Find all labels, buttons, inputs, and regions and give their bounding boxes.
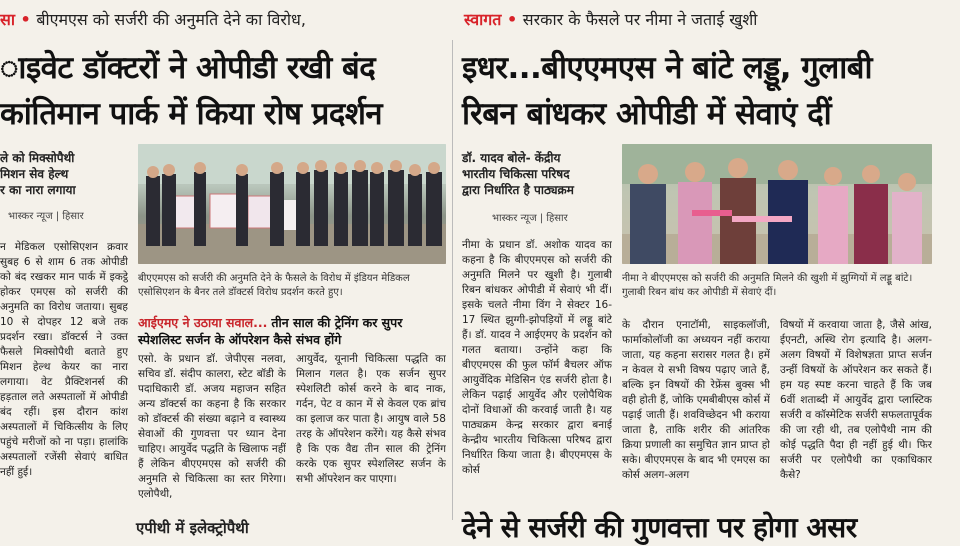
right-kicker <box>464 8 757 30</box>
left-headline-line1: ाइवेट डॉक्टरों ने ओपीडी रखी बंद <box>0 50 376 86</box>
right-headline-line1: इधर...बीएएमएस ने बांटे लड्डू, गुलाबी <box>462 50 873 86</box>
left-kicker-tag: सा <box>0 10 15 29</box>
right-byline: भास्कर न्यूज | हिसार <box>492 213 568 224</box>
left-photo-caption: बीएएमएस को सर्जरी की अनुमति देने के फैसले के विरोध में इंडियन मेडिकल एसोसिएशन के बैनर तले डॉक्टर्स विरोध प्रदर्शन करते हुए। <box>138 273 410 298</box>
ima-question <box>138 314 448 348</box>
right-headline-line2: रिबन बांधकर ओपीडी में सेवाएं दीं <box>462 96 832 132</box>
left-sub-line: मिशन सेव हेल्थ <box>0 167 69 181</box>
left-byline: भास्कर न्यूज | हिसार <box>8 211 84 222</box>
right-sub-line: डॉ. यादव बोले- केंद्रीय <box>462 151 561 165</box>
left-sub-line: र का नारा लगाया <box>0 183 76 197</box>
right-sub-line: भारतीय चिकित्सा परिषद <box>462 167 570 181</box>
protest-photo-illustration <box>138 144 446 264</box>
left-column-1: न मेडिकल एसोसिएशन क्रवार सुबह 6 से शाम 6 तक ओपीडी को बंद रखकर मान पार्क में इकट्ठे होकर एमएस को सर्जरी की अनुमति का विरोध जताया। सुबह 10 से दोपहर 12 बजे तक प्रदर्शन रखा। डॉक्टर्स ने उक्त फैसले मिक्सोपैथी बताते हुए मिशन हेल्थ केयर का नारा लगाया। वेट प्रैक्टिशनर्स की हड़ताल लते अस्पतालों में ओपीडी बंद रहीं। इस दौरान कांश अस्पतालों में चिकित्सीय के लिए पहुंचे मरीजों को ना पड़ा। हालांकि अस्पतालों रजेंसी सेवाएं बाधित नहीं हुई। <box>0 241 128 478</box>
bottom-left-heading: एपीथी में इलेक्ट्रोपैथी <box>136 519 249 537</box>
left-headline-line2: कांतिमान पार्क में किया रोष प्रदर्शन <box>0 96 383 132</box>
left-kicker-bullet: • <box>20 10 31 29</box>
left-kicker <box>0 8 306 30</box>
ima-question-bold: तीन साल की ट्रेनिंग कर सुपर स्पेशलिस्ट सर्जन के ऑपरेशन कैसे संभव होंगे <box>138 315 403 347</box>
protest-photo <box>138 144 446 264</box>
celebration-photo-illustration <box>622 144 932 264</box>
right-column-2: के दौरान एनाटॉमी, साइकलॉजी, फार्माकोलॉजी का अध्ययन नहीं कराया जाता, यह कहना सरासर गलत है। हमें न केवल ये सभी विषय पढ़ाए जाते हैं, बल्कि इन विषयों की रेफ्रेंस बुक्स भी वही होती हैं, जोकि एमबीबीएस कोर्स में पढ़ाई जाती हैं। शवविच्छेदन भी कराया जाता है, ताकि शरीर की आंतरिक क्रिया प्रणाली का समुचित ज्ञान प्राप्त हो सके। बीएएमएस के बाद भी एमएस का कोर्स अलग-अलग <box>622 319 770 481</box>
left-kicker-text: बीएमएस को सर्जरी की अनुमति देने का विरोध, <box>36 10 306 29</box>
right-subheadline <box>462 150 612 198</box>
bottom-right-heading: देने से सर्जरी की गुणवत्ता पर होगा असर <box>462 511 857 544</box>
celebration-photo <box>622 144 932 264</box>
right-kicker-tag: स्वागत <box>464 10 502 29</box>
left-column-2: एसो. के प्रधान डॉ. जेपीएस नलवा, सचिव डॉ. संदीप कालरा, स्टेट बॉडी के पदाधिकारी डॉ. अजय महाजन सहित अन्य डॉक्टर्स का कहना है कि सरकार को डॉक्टर्स की संख्या बढ़ाने व स्वास्थ्य सेवाओं की गुणवत्ता पर ध्यान देना चाहिए। आयुर्वेद पद्धति के खिलाफ नहीं हैं लेकिन बीएएमएस को सर्जरी की अनुमति से चिकित्सा का स्तर गिरेगा। एलोपैथी, <box>138 353 286 500</box>
left-sub-line: ले को मिक्सोपैथी <box>0 151 75 165</box>
column-divider <box>452 40 453 520</box>
left-column-3: आयुर्वेद, यूनानी चिकित्सा पद्धति का मिलान गलत है। एक सर्जन सुपर स्पेशलिटी कोर्स करने के बाद नाक, गर्दन, पेट व कान में से केवल एक ब्रांच का इलाज कर पाता है। आयुष वाले 58 तरह के ऑपरेशन करेंगे। यह कैसे संभव है कि एक वैद्य तीन साल की ट्रेनिंग करके एक सुपर स्पेशलिस्ट सर्जन के सभी ऑपरेशन कर पाएगा। <box>296 353 446 485</box>
right-photo-caption: नीमा ने बीएएमएस को सर्जरी की अनुमति मिलने की खुशी में झुग्गियों में लड्डू बांटे। गुलाबी रिबन बांध कर ओपीडी में सेवाएं दीं। <box>622 273 913 298</box>
ima-question-red: आईएमए ने उठाया सवाल... <box>138 315 268 330</box>
left-subheadline <box>0 150 130 198</box>
right-sub-line: द्वारा निर्धारित है पाठ्यक्रम <box>462 183 574 197</box>
right-kicker-bullet: • <box>506 10 518 29</box>
right-kicker-text: सरकार के फैसले पर नीमा ने जताई खुशी <box>522 10 758 29</box>
right-column-3: विषयों में करवाया जाता है, जैसे आंख, ईएनटी, अस्थि रोग इत्यादि है। अलग-अलग विषयों में विशेषज्ञता प्राप्त सर्जन उन्हीं विषयों के ऑपरेशन कर सकते हैं। हम यह स्पष्ट करना चाहते हैं कि जब 6वीं शताब्दी में आयुर्वेद द्वारा प्लास्टिक सर्जरी व कॉस्मेटिक सर्जरी सफलतापूर्वक की जा रही थी, तब एलोपैथी नाम की कोई पद्धति पैदा ही नहीं हुई थी। फिर सर्जरी पर एलोपैथी का एकाधिकार कैसे? <box>780 319 932 481</box>
right-column-1: नीमा के प्रधान डॉ. अशोक यादव का कहना है कि बीएएमएस को सर्जरी की अनुमति मिलने पर खुशी है। गुलाबी रिबन बांधकर ओपीडी में सेवाएं भी दीं। इसके चलते नीमा विंग ने सेक्टर 16-17 स्थित झुग्गी-झोपड़ियों में लड्डू बांटे हैं। डॉ. यादव ने आईएमए के प्रदर्शन को गलत बताया। उन्होंने कहा कि बीएएमएस की फुल फॉर्म बैचलर ऑफ आयुर्वेदिक मेडिसिन एंड सर्जरी होता है। लेकिन पढ़ाई आयुर्वेद और एलोपैथिक दोनों विधाओं की करवाई जाती है। यह पाठ्यक्रम केन्द्र सरकार द्वारा बनाई केन्द्रीय भारतीय चिकित्सा परिषद द्वारा निर्धारित किया जाता है। बीएएमएस के कोर्स <box>462 239 612 476</box>
